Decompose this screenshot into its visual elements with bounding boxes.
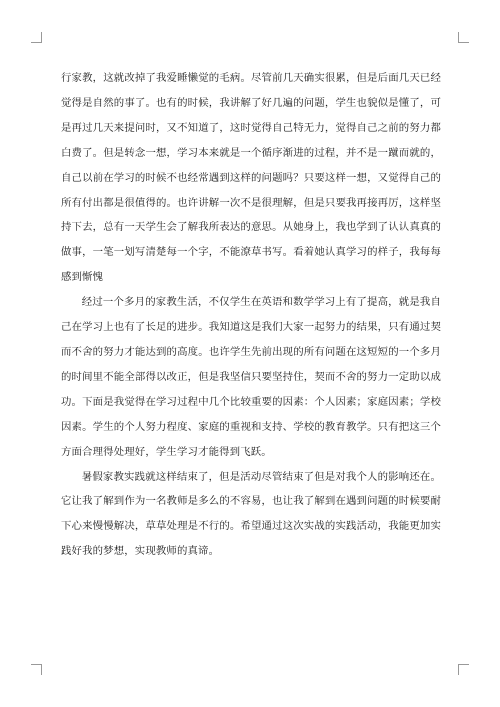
corner-crop-mark-top-left — [31, 32, 42, 43]
corner-crop-mark-top-right — [458, 32, 469, 43]
corner-crop-mark-bottom-right — [458, 664, 469, 675]
document-body — [61, 66, 441, 564]
corner-crop-mark-bottom-left — [31, 664, 42, 675]
paragraph-3: 暑假家教实践就这样结束了，但是活动尽管结束了但是对我个人的影响还在。它让我了解到作为一名教师是多么的不容易，也让我了解到在遇到问题的时候要耐下心来慢慢解决，草草处理是不行的。希望通过这次实战的实践活动，我能更加实践好我的梦想，实现教师的真谛。 — [61, 470, 441, 558]
paragraph-1: 行家教，这就改掉了我爱睡懒觉的毛病。尽管前几天确实很累，但是后面几天已经觉得是自然的事了。也有的时候，我讲解了好几遍的问题，学生也貌似是懂了，可是再过几天来提问时，又不知道了，这时觉得自己特无力，觉得自己之前的努力都白费了。但是转念一想，学习本来就是一个循序渐进的过程，并不是一蹴而就的，自己以前在学习的时候不也经常遇到这样的问题吗？只要这样一想，又觉得自己的所有付出都是很值得的。也许讲解一次不是很理解，但是只要我再接再厉，这样坚持下去，总有一天学生会了解我所表达的意思。从她身上，我也学到了认认真真的做事，一笔一划写清楚每一个字，不能潦草书写。看着她认真学习的样子，我每每感到惭愧 — [61, 72, 441, 284]
paragraph-2: 经过一个多月的家教生活，不仅学生在英语和数学学习上有了提高，就是我自己在学习上也有了长足的进步。我知道这是我们大家一起努力的结果，只有通过契而不舍的努力才能达到的高度。也许学生先前出现的所有问题在这短短的一个多月的时间里不能全部得以改正，但是我坚信只要坚持住，契而不舍的努力一定助以成功。下面是我觉得在学习过程中几个比较重要的因素：个人因素；家庭因素；学校因素。学生的个人努力程度、家庭的重视和支持、学校的教育教学。只有把这三个方面合理得处理好，学生学习才能得到飞跃。 — [61, 296, 441, 458]
